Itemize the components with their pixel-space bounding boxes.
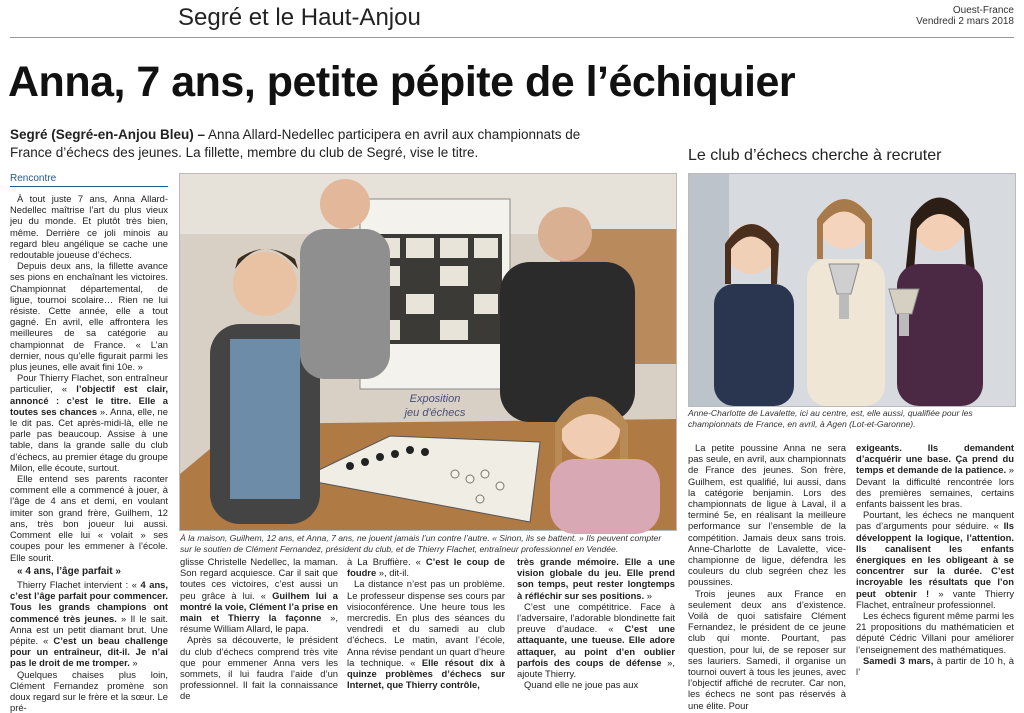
col6-paragraph-3: Les échecs figurent même parmi les 21 propositions du mathématicien et député Cédric Villani pour améliorer l’enseignement des mathématiques.: [856, 610, 1014, 655]
col3-paragraph-2: La distance n’est pas un problème. Le professeur dispense ses cours par visioconférence. Une heure tous les mercredis. En plus des séances du vendredi et du samedi au club d’échecs. Le matin, avant l’école, Anna révise pendant un quart d’heure la technique. « Elle résout dix à quinze problèmes d’échecs sur Internet, que Thierry contrôle,: [347, 578, 505, 691]
side-photo-caption: Anne-Charlotte de Lavalette, ici au centre, est, elle aussi, qualifiée pour les championnats de France, en avril, à Agen (Lot-et-Garonne).: [688, 408, 973, 429]
side-article-column-2: [856, 442, 1014, 699]
col6-paragraph-1: exigeants. Ils demandent d’acquérir une base. Ça prend du temps et demande de la patience. » Devant la difficulté rencontrée lors des premières semaines, certains enfants baissent les bras.: [856, 442, 1014, 510]
col1-paragraph-4: Elle entend ses parents raconter comment elle a commencé à jouer, à l’âge de 4 ans et demi, en voulant imiter son grand frère, Guilhem, 12 ans, très bon joueur lui aussi. Comment elle lui « volait » ses coupes pour les emmener à l’école. Elle sourit.: [10, 473, 168, 563]
main-photo-caption: À la maison, Guilhem, 12 ans, et Anna, 7 ans, ne jouent jamais l’un contre l’autre. « Sinon, ils se battent. » Ils peuvent compter sur le soutien de Clément Fernandez, président du club, et de Thierry Flachet, entraîneur professionnel en Vendée.: [180, 533, 662, 554]
col1-subhead: « 4 ans, l’âge parfait »: [17, 565, 121, 577]
col1-paragraph-1: À tout juste 7 ans, Anna Allard-Nedellec maîtrise l’art du plus vieux jeu du monde. Et plutôt très bien, même. Derrière ce joli minois au regard bleu angélique se cache une redoutable joueuse d’échecs.: [10, 193, 168, 261]
col6-paragraph-2: Pourtant, les échecs ne manquent pas d’arguments pour séduire. « Ils développent la logique, l’attention. Ils canalisent les enfants énergiques en les obligeant à se concentrer sur la durée. C’est incroyable les résultats que l’on peut obtenir ! » vante Thierry Flachet, entraîneur professionnel.: [856, 509, 1015, 610]
col5-paragraph-2: Trois jeunes aux France en seulement deux ans d’existence. Voilà de quoi satisfaire Clément Fernandez, le président de ce jeune club qui monte. Pourtant, pas question, pour lui, de se reposer sur ses lauriers. Samedi, il organise un tournoi ouvert à tous les jeunes, avec l’objectif affiché de recruter. Car non, les échecs ne sont pas réservés à une élite. Pour: [688, 587, 846, 711]
svg-text:jeu d'échecs: jeu d'échecs: [404, 407, 466, 419]
col4-paragraph-3: Quand elle ne joue pas aux: [524, 679, 639, 691]
section-title: Segré et le Haut-Anjou: [178, 4, 421, 31]
article-column-1: [10, 193, 168, 713]
poster-label: Exposition: [409, 393, 461, 405]
paper-info: [916, 5, 1014, 27]
side-photo: [688, 173, 1016, 407]
col2-paragraph-1: glisse Christelle Nedellec, la maman. Son regard acquiesce. Car il sait que toutes ces victoires, c’est aussi un peu grâce à lui. « Guilhem lui a montré la voie, Clément l’a prise en main et Thierry la façonne », résume William Allard, le papa.: [180, 556, 339, 635]
main-photo: [179, 173, 677, 531]
dateline: Segré (Segré-en-Anjou Bleu) –: [10, 127, 206, 142]
col2-paragraph-2: Après sa découverte, le président du club d’échecs comprend très vite que pour emmener Anna vers les sommets, il lui faudra l’aide d’un professionnel. Il fait la connaissance de: [180, 634, 338, 702]
headline: Anna, 7 ans, petite pépite de l’échiquier: [8, 58, 796, 106]
article-column-3: [347, 556, 505, 699]
col4-paragraph-1: très grande mémoire. Elle a une vision globale du jeu. Elle prend son temps, peut rester longtemps à réfléchir sur ses positions. »: [517, 556, 675, 601]
col6-paragraph-4: Samedi 3 mars, à partir de 10 h, à l’: [856, 654, 1014, 678]
lead-paragraph: [10, 126, 610, 162]
col4-paragraph-2: C’est une compétitrice. Face à l’adversaire, l’adorable blondinette fait preuve d’audace. « C’est une attaquante, une tueuse. Elle adore attaquer, au point d’en oublier parfois des coups de défense », ajoute Thierry.: [517, 600, 675, 680]
col1-paragraph-6: Quelques chaises plus loin, Clément Fernandez promène son doux regard sur le frère et la sœur. Le pré-: [10, 668, 168, 713]
issue-date: Vendredi 2 mars 2018: [916, 16, 1014, 27]
col1-paragraph-5: Thierry Flachet intervient : « 4 ans, c’est l’âge parfait pour commencer. Tous les grands champions ont commencé très jeunes. » Il le sait. Anna est un petit diamant brut. Une pépite. « C’est un beau challenge pour un entraîneur, dit-il. Je n’ai pas le droit de me tromper. »: [10, 578, 168, 669]
col3-paragraph-1: à La Bruffière. « C’est le coup de foudre », dit-il.: [347, 556, 505, 579]
col5-paragraph-1: La petite poussine Anna ne sera pas seule, en avril, aux championnats de France des jeunes. Son frère, Guilhem, est qualifié, lui aussi, dans la catégorie benjamin. Lors des championnats de ligue à Laval, il a terminé 5e, en réalisant la meilleure performance sur l’ensemble de la compétition. Jamais deux sans trois. Anne-Charlotte de Lavalette, vice-championne de ligue, défendra les couleurs du club segréen chez les poussines.: [688, 442, 846, 588]
side-photo-illustration: [689, 174, 1015, 406]
main-photo-illustration: [180, 174, 676, 530]
side-article-heading: Le club d’échecs cherche à recruter: [688, 147, 942, 164]
article-column-2: [180, 556, 339, 702]
col1-paragraph-2: Depuis deux ans, la fillette avance ses pions en enchaînant les victoires. Championnat départemental, de ligue, tournoi scolaire… Rien ne lui résiste. Cette année, elle a tout gagné. En avril, elle affrontera les meilleures de sa catégorie au championnat de France. « L’an dernier, nous qu’elle figurait parmi les plus jeunes, elle avait fini 10e. »: [10, 260, 168, 373]
masthead-rule: [10, 37, 1014, 38]
rubric-label: Rencontre: [10, 173, 168, 187]
side-article-column-1: [688, 442, 846, 711]
lead-text: Anna Allard-Nedellec participera en avril aux championnats de France d’échecs des jeunes. La fillette, membre du club de Segré, vise le titre.: [10, 127, 581, 160]
paper-name: Ouest-France: [952, 5, 1014, 16]
col1-paragraph-3: Pour Thierry Flachet, son entraîneur particulier, « l’objectif est clair, annoncé : c’est le titre. Elle a toutes ses chances ». Anna, elle, ne le dit pas. Cet après-midi-là, elle ne parle pas beaucoup. Assise à une table, dans la grande salle du club d’échecs, au premier étage du groupe Milon, elle écoute, surtout.: [10, 372, 168, 473]
article-column-4: [517, 556, 675, 699]
